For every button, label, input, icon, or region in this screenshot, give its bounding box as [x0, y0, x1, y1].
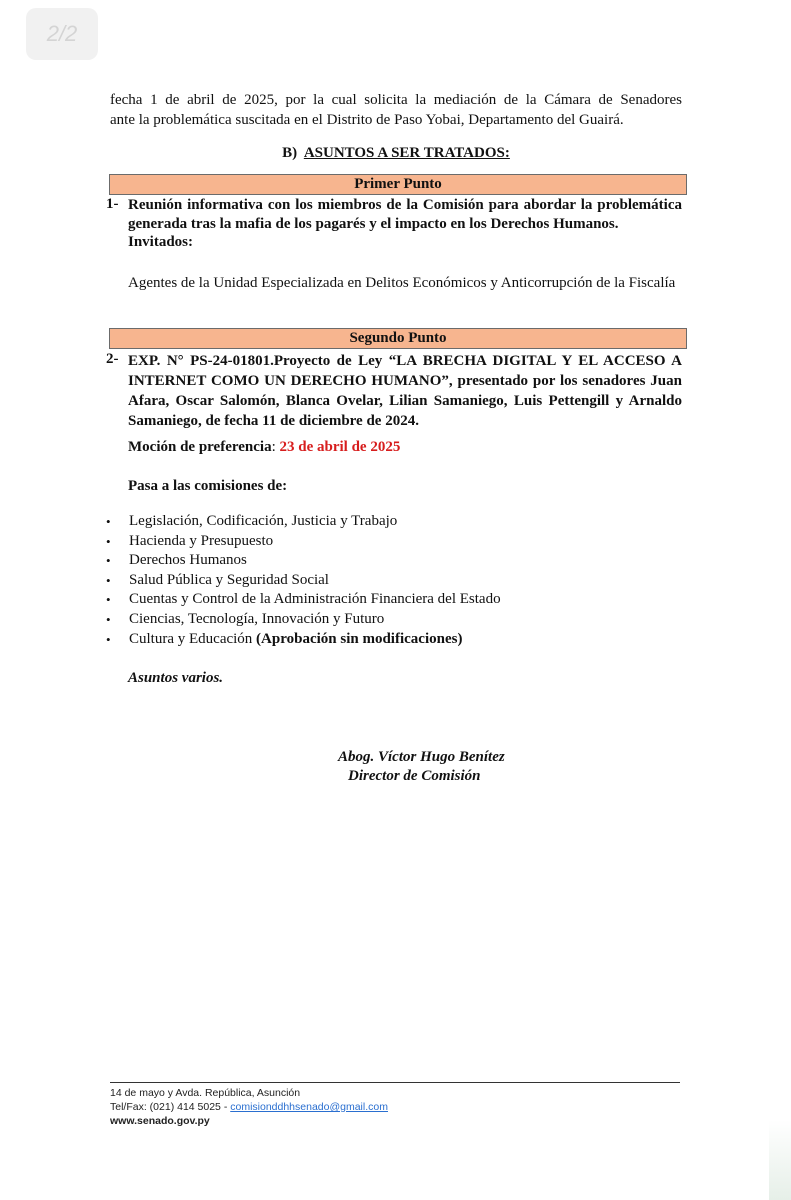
- commission-name: Hacienda y Presupuesto: [129, 532, 274, 549]
- motion-date: 23 de abril de 2025: [279, 439, 401, 455]
- commission-name: Ciencias, Tecnología, Innovación y Futuro: [129, 610, 385, 627]
- commission-name: Salud Pública y Seguridad Social: [129, 571, 329, 588]
- second-point-number: 2-: [106, 351, 119, 367]
- motion-line: [128, 439, 400, 456]
- commission-name: Cuentas y Control de la Administración Financiera del Estado: [129, 591, 501, 608]
- first-point-invitados-text: Agentes de la Unidad Especializada en Delitos Económicos y Anticorrupción de la Fiscalía: [128, 275, 676, 291]
- bullet-icon: •: [106, 553, 111, 569]
- first-point-band-label: Primer Punto: [354, 176, 442, 192]
- motion-label: Moción de preferencia: [128, 439, 272, 455]
- first-point-invitados-label: Invitados:: [128, 234, 194, 250]
- bullet-icon: •: [106, 533, 111, 549]
- first-point-text: Reunión informativa con los miembros de la Comisión para abordar la problemática generada tras la mafia de los pagarés y el impacto en los Derechos Humanos.: [128, 197, 682, 232]
- footer-website: www.senado.gov.py: [110, 1115, 210, 1127]
- list-item: [106, 630, 501, 650]
- passes-label: Pasa a las comisiones de:: [128, 478, 288, 494]
- footer-contact: [110, 1100, 388, 1114]
- bullet-icon: •: [106, 514, 111, 529]
- footer-divider: [110, 1082, 680, 1083]
- second-point-text: EXP. N° PS-24-01801.Proyecto de Ley “LA BRECHA DIGITAL Y EL ACCESO A INTERNET COMO UN DERECHO HUMANO”, presentado por los senadores Juan Afara, Oscar Salomón, Blanca Ovelar, Lilian Samaniego, Luis Pettengill y Arnaldo Samaniego, de fecha 11 de diciembre de 2024.: [128, 353, 682, 429]
- asuntos-varios: Asuntos varios.: [128, 670, 224, 686]
- bullet-icon: •: [106, 631, 111, 647]
- section-b-heading: [110, 145, 682, 162]
- intro-line-2: ante la problemática suscitada en el Distrito de Paso Yobai, Departamento del Guairá.: [110, 112, 624, 128]
- list-item: [106, 571, 501, 591]
- list-item: [106, 610, 501, 630]
- footer-phone: Tel/Fax: (021) 414 5025 -: [110, 1101, 231, 1113]
- intro-line-1: fecha 1 de abril de 2025, por la cual solicita la mediación de la Cámara de Senadores: [110, 92, 682, 108]
- commission-name: Cultura y Educación: [129, 630, 253, 647]
- section-b-prefix: B): [282, 145, 298, 161]
- second-point-band-label: Segundo Punto: [349, 330, 447, 346]
- page-indicator-badge: 2/2: [26, 8, 98, 60]
- commissions-list: [106, 512, 501, 649]
- list-item: [106, 512, 501, 532]
- list-item: [106, 590, 501, 610]
- list-item: [106, 532, 501, 552]
- commission-approval-note: (Aprobación sin modificaciones): [256, 630, 463, 647]
- signature-role: Director de Comisión: [348, 768, 481, 784]
- motion-separator: :: [271, 439, 276, 455]
- commission-name: Derechos Humanos: [129, 552, 247, 569]
- bullet-icon: •: [106, 611, 111, 627]
- commission-name: Legislación, Codificación, Justicia y Trabajo: [129, 513, 398, 529]
- bullet-icon: •: [106, 592, 111, 608]
- first-point-number: 1-: [106, 196, 119, 212]
- bullet-icon: •: [106, 572, 111, 588]
- section-b-title: ASUNTOS A SER TRATADOS:: [303, 145, 510, 161]
- footer-address: 14 de mayo y Avda. República, Asunción: [110, 1087, 301, 1099]
- corner-decoration: [769, 1120, 791, 1200]
- footer-email-link[interactable]: comisionddhhsenado@gmail.com: [230, 1101, 388, 1113]
- intro-paragraph: [110, 90, 682, 130]
- list-item: [106, 551, 501, 571]
- first-point-band: [109, 174, 687, 195]
- signature-name: Abog. Víctor Hugo Benítez: [338, 749, 505, 765]
- second-point-band: [109, 328, 687, 349]
